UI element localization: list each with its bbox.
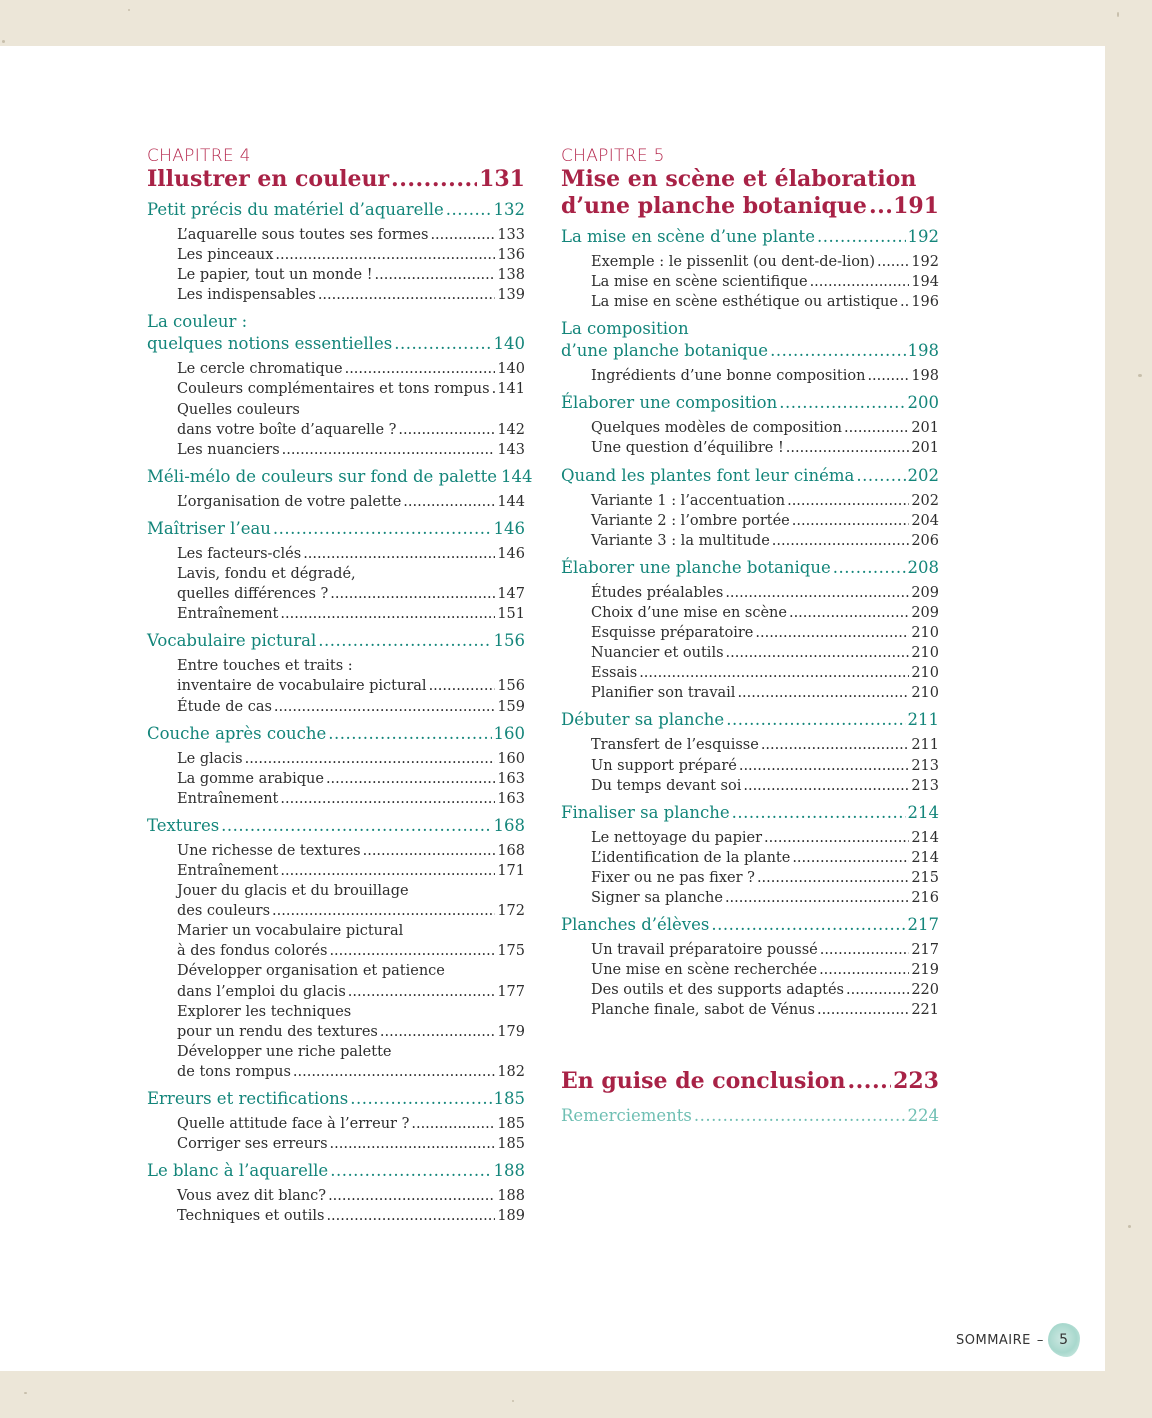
toc-column-chapter-4 <box>147 146 533 1232</box>
chapter-page: 191 <box>893 193 939 219</box>
section-title[interactable]: Élaborer une planche botanique ..... 208 <box>561 557 939 579</box>
toc-item[interactable]: Couleurs complémentaires et tons rompus ..... 141 <box>177 379 525 399</box>
toc-item[interactable]: Esquisse préparatoire ..... 210 <box>591 623 939 643</box>
toc-item[interactable]: Planche finale, sabot de Vénus ..... 221 <box>591 1000 939 1020</box>
toc-item-line: Jouer du glacis et du brouillage <box>177 883 409 900</box>
toc-section <box>561 709 939 795</box>
section-title[interactable]: Textures ..... 168 <box>147 815 525 837</box>
toc-item[interactable]: L’organisation de votre palette ..... 144 <box>177 492 525 512</box>
section-title[interactable]: Finaliser sa planche ..... 214 <box>561 802 939 824</box>
section-title[interactable]: Petit précis du matériel d’aquarelle ..... 132 <box>147 199 525 221</box>
toc-item[interactable]: dans l’emploi du glacis ..... 177 <box>177 982 525 1002</box>
section-title[interactable]: La composition d’une planche botanique ..... 198 <box>561 318 939 362</box>
toc-item[interactable]: Le nettoyage du papier ..... 214 <box>591 828 939 848</box>
toc-item[interactable]: Variante 2 : l’ombre portée ..... 204 <box>591 511 939 531</box>
toc-item[interactable]: Un travail préparatoire poussé ..... 217 <box>591 940 939 960</box>
toc-item[interactable]: Entraînement ..... 151 <box>177 604 525 624</box>
toc-item[interactable]: Variante 1 : l’accentuation ..... 202 <box>591 491 939 511</box>
toc-item[interactable]: Techniques et outils ..... 189 <box>177 1206 525 1226</box>
footer-label: SOMMAIRE <box>956 1332 1031 1348</box>
toc-section <box>147 1088 525 1154</box>
toc-item[interactable]: Étude de cas ..... 159 <box>177 697 525 717</box>
section-title[interactable]: Couche après couche ..... 160 <box>147 723 525 745</box>
footer-separator: – <box>1036 1332 1044 1348</box>
toc-item[interactable]: L’identification de la plante ..... 214 <box>591 848 939 868</box>
toc-item[interactable]: Les facteurs-clés ..... 146 <box>177 544 525 564</box>
chapter-label: CHAPITRE 4 <box>147 146 251 166</box>
toc-item[interactable]: Transfert de l’esquisse ..... 211 <box>591 735 939 755</box>
toc-item[interactable]: Du temps devant soi ..... 213 <box>591 776 939 796</box>
page-number-badge <box>1048 1323 1080 1357</box>
toc-item[interactable]: Une question d’équilibre ! ..... 201 <box>591 438 939 458</box>
toc-item[interactable]: Un support préparé ..... 213 <box>591 756 939 776</box>
toc-item-line: Quelles couleurs <box>177 401 300 418</box>
toc-item[interactable]: Entraînement ..... 163 <box>177 789 525 809</box>
section-title[interactable]: La mise en scène d’une plante ..... 192 <box>561 226 939 248</box>
chapter-title[interactable]: Illustrer en couleur ..... 131 <box>147 166 525 193</box>
toc-item[interactable]: La gomme arabique ..... 163 <box>177 769 525 789</box>
toc-item[interactable]: de tons rompus ..... 182 <box>177 1062 525 1082</box>
toc-item[interactable]: inventaire de vocabulaire pictural ..... 156 <box>177 676 525 696</box>
section-title[interactable]: Débuter sa planche ..... 211 <box>561 709 939 731</box>
toc-item[interactable]: Exemple : le pissenlit (ou dent-de-lion) ..... 192 <box>591 252 939 272</box>
toc-item[interactable]: Les nuanciers ..... 143 <box>177 440 525 460</box>
toc-section <box>147 1160 525 1226</box>
toc-item[interactable]: Les indispensables ..... 139 <box>177 285 525 305</box>
toc-item[interactable]: Variante 3 : la multitude ..... 206 <box>591 531 939 551</box>
toc-item[interactable]: Fixer ou ne pas fixer ? ..... 215 <box>591 868 939 888</box>
toc-item[interactable]: La mise en scène scientifique ..... 194 <box>591 272 939 292</box>
toc-section <box>561 465 939 551</box>
section-title[interactable]: La couleur : quelques notions essentielles ..... 140 <box>147 311 525 355</box>
toc-item[interactable]: pour un rendu des textures ..... 179 <box>177 1022 525 1042</box>
toc-item-line: Explorer les techniques <box>177 1003 352 1020</box>
chapter-label: CHAPITRE 5 <box>561 146 665 166</box>
toc-item[interactable]: Quelques modèles de composition ..... 201 <box>591 418 939 438</box>
toc-item[interactable]: dans votre boîte d’aquarelle ? ..... 142 <box>177 420 525 440</box>
toc-item[interactable]: Le glacis ..... 160 <box>177 749 525 769</box>
section-title[interactable]: Planches d’élèves ..... 217 <box>561 914 939 936</box>
toc-section <box>561 557 939 704</box>
section-title[interactable]: Vocabulaire pictural ..... 156 <box>147 630 525 652</box>
toc-section <box>147 466 533 512</box>
section-title[interactable]: Erreurs et rectifications ..... 185 <box>147 1088 525 1110</box>
toc-section <box>561 318 939 386</box>
toc-item[interactable]: à des fondus colorés ..... 175 <box>177 941 525 961</box>
toc-section <box>147 630 525 716</box>
toc-item-line: Lavis, fondu et dégradé, <box>177 566 356 583</box>
toc-item[interactable]: Nuancier et outils ..... 210 <box>591 643 939 663</box>
thanks-entry[interactable]: Remerciements ..... 224 <box>561 1105 939 1127</box>
toc-item[interactable]: Vous avez dit blanc? ..... 188 <box>177 1186 525 1206</box>
toc-section <box>147 815 525 1082</box>
toc-item-line: Entre touches et traits : <box>177 658 353 675</box>
toc-section <box>561 914 939 1020</box>
conclusion-entry[interactable]: En guise de conclusion ..... 223 <box>561 1068 939 1095</box>
toc-item[interactable]: Des outils et des supports adaptés ..... 220 <box>591 980 939 1000</box>
section-title[interactable]: Élaborer une composition ..... 200 <box>561 392 939 414</box>
toc-item[interactable]: des couleurs ..... 172 <box>177 901 525 921</box>
toc-item[interactable]: Une richesse de textures ..... 168 <box>177 841 525 861</box>
toc-section <box>147 311 525 459</box>
toc-item[interactable]: Corriger ses erreurs ..... 185 <box>177 1134 525 1154</box>
section-title[interactable]: Quand les plantes font leur cinéma ..... 202 <box>561 465 939 487</box>
toc-section <box>147 518 525 624</box>
toc-item[interactable]: Entraînement ..... 171 <box>177 861 525 881</box>
chapter-page: 131 <box>479 166 525 192</box>
section-title[interactable]: Le blanc à l’aquarelle ..... 188 <box>147 1160 525 1182</box>
toc-section <box>561 802 939 908</box>
toc-item[interactable]: Le papier, tout un monde ! ..... 138 <box>177 265 525 285</box>
toc-item-line: Développer organisation et patience <box>177 963 445 980</box>
toc-item[interactable]: Essais ..... 210 <box>591 663 939 683</box>
toc-item[interactable]: Quelle attitude face à l’erreur ? ..... 185 <box>177 1114 525 1134</box>
toc-item[interactable]: quelles différences ? ..... 147 <box>177 584 525 604</box>
toc-item[interactable]: Les pinceaux ..... 136 <box>177 245 525 265</box>
toc-item[interactable]: Choix d’une mise en scène ..... 209 <box>591 603 939 623</box>
page-number: 5 <box>1059 1332 1069 1348</box>
toc-section <box>561 226 939 312</box>
toc-item[interactable]: L’aquarelle sous toutes ses formes ..... 133 <box>177 225 525 245</box>
toc-item-line: Développer une riche palette <box>177 1043 392 1060</box>
toc-section <box>561 392 939 458</box>
page-footer <box>956 1323 1080 1357</box>
toc-item[interactable]: Le cercle chromatique ..... 140 <box>177 359 525 379</box>
section-title[interactable]: Méli-mélo de couleurs sur fond de palette 144 <box>147 466 533 486</box>
toc-item[interactable]: Ingrédients d’une bonne composition ..... 198 <box>591 366 939 386</box>
toc-item-line: Marier un vocabulaire pictural <box>177 923 404 940</box>
toc-item[interactable]: Planifier son travail ..... 210 <box>591 683 939 703</box>
toc-section <box>147 723 525 809</box>
page <box>0 46 1105 1371</box>
toc-item[interactable]: La mise en scène esthétique ou artistique ..... 196 <box>591 292 939 312</box>
toc-column-chapter-5 <box>561 146 939 1127</box>
chapter-title[interactable]: Mise en scène et élaboration d’une planche botanique ..... 191 <box>561 166 939 220</box>
toc-item[interactable]: Signer sa planche ..... 216 <box>591 888 939 908</box>
toc-section <box>147 199 525 305</box>
section-title[interactable]: Maîtriser l’eau ..... 146 <box>147 518 525 540</box>
toc-item[interactable]: Études préalables ..... 209 <box>591 583 939 603</box>
toc-item[interactable]: Une mise en scène recherchée ..... 219 <box>591 960 939 980</box>
